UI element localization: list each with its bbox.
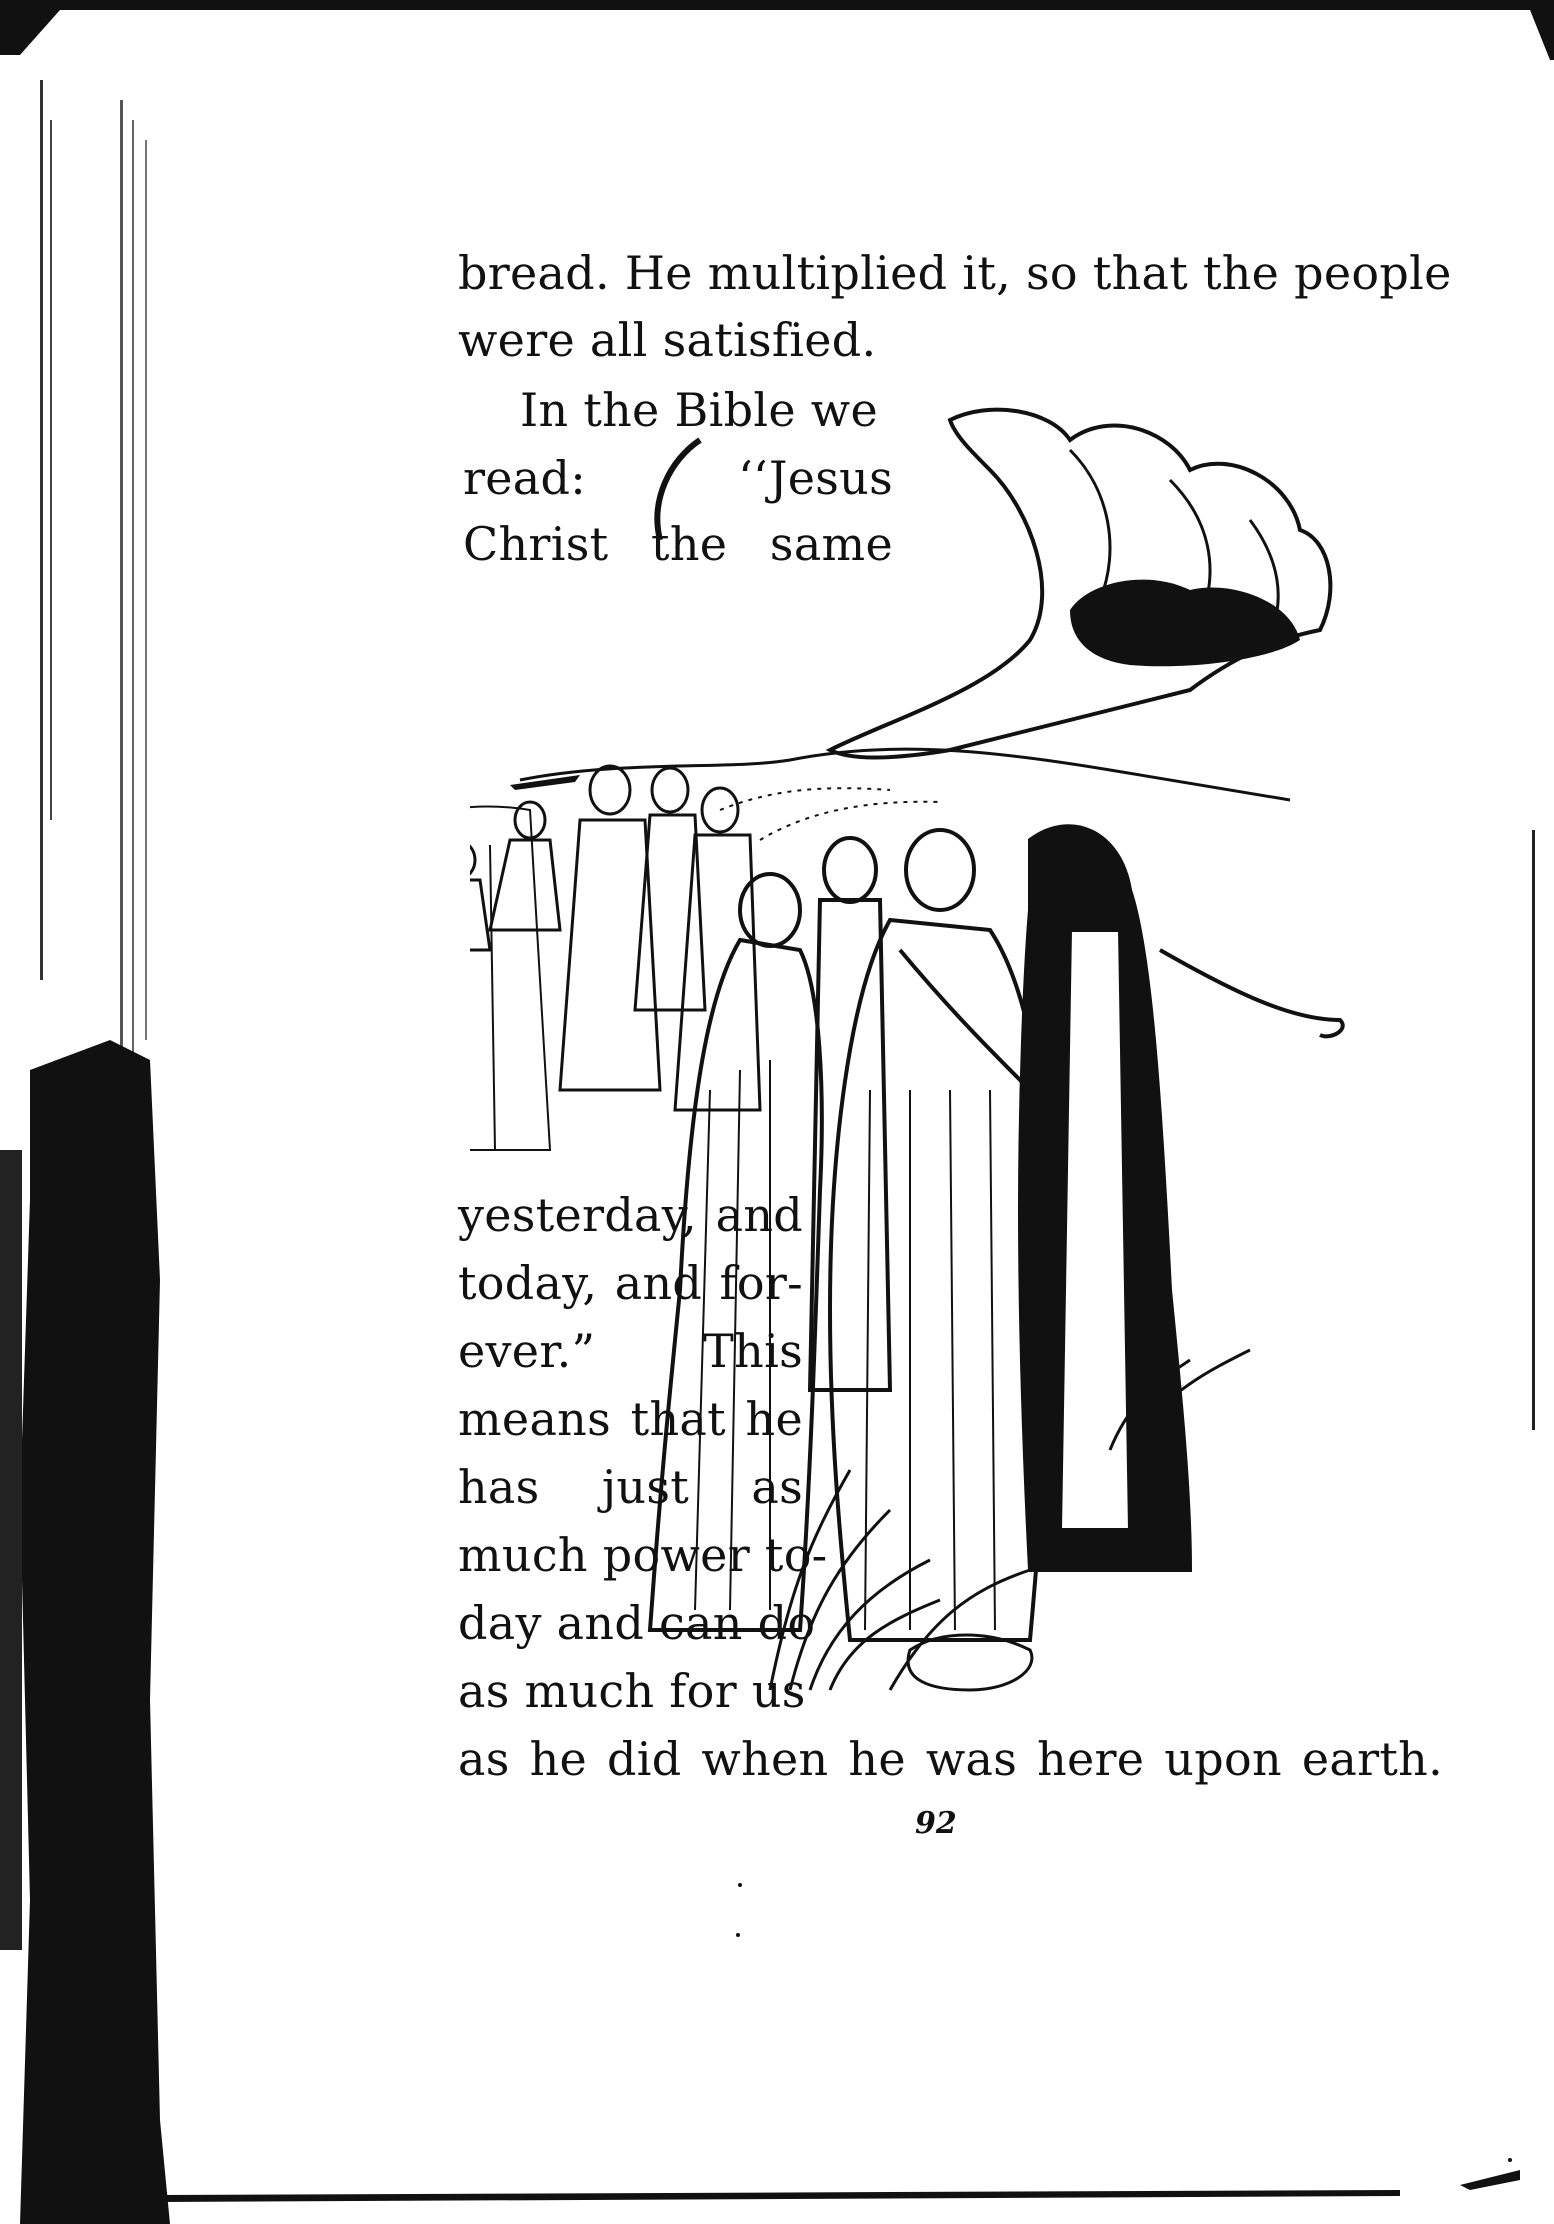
text-line: In the Bible we <box>520 383 878 437</box>
scan-top-edge <box>0 0 1554 60</box>
page-number: 92 <box>915 1806 957 1841</box>
text-line: as he did when he was here upon earth. <box>458 1732 1443 1786</box>
text-line: today, and for- <box>458 1256 803 1310</box>
text-line: ever.” This <box>458 1324 803 1378</box>
text-line: Christ the same <box>463 517 893 571</box>
scan-right-edge-line <box>1532 830 1535 1430</box>
text-line: read: ‘‘Jesus <box>463 451 893 505</box>
text-line: day and can do <box>458 1596 816 1650</box>
text-line: bread. He multiplied it, so that the people <box>458 246 1452 300</box>
text-line: were all satisfied. <box>458 313 877 367</box>
text-line: yesterday, and <box>458 1188 803 1242</box>
scan-left-edge <box>0 0 170 2224</box>
text-line: means that he <box>458 1392 803 1446</box>
text-line: has just as <box>458 1460 803 1514</box>
text-line: as much for us <box>458 1664 806 1718</box>
text-line: much power to- <box>458 1528 828 1582</box>
scan-specks <box>735 1880 745 1940</box>
scan-bottom-edge <box>0 2150 1554 2224</box>
